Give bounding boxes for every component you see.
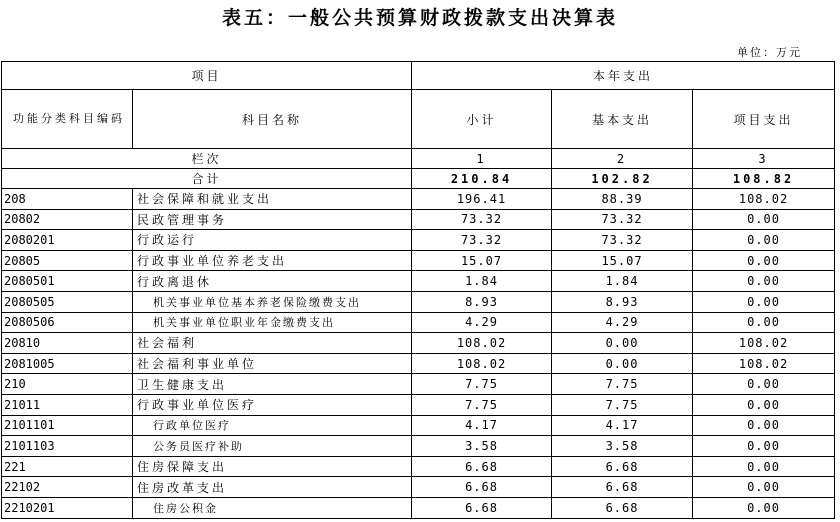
table-row: [2, 394, 835, 415]
row-subtotal: 196.41: [412, 189, 552, 210]
row-code: 2080506: [2, 312, 133, 333]
row-subtotal: 7.75: [412, 394, 552, 415]
row-subtotal: 6.68: [412, 477, 552, 498]
row-name: 住房改革支出: [133, 477, 412, 498]
table-row: [2, 477, 835, 498]
row-basic: 1.84: [552, 271, 693, 292]
row-name: 行政运行: [133, 230, 412, 251]
header-name: 科目名称: [133, 90, 412, 149]
header-item: 项目: [2, 62, 412, 90]
header-code: 功能分类科目编码: [2, 90, 133, 149]
row-code: 21011: [2, 394, 133, 415]
row-project: 0.00: [693, 209, 835, 230]
row-project: 0.00: [693, 436, 835, 457]
row-basic: 0.00: [552, 333, 693, 354]
row-project: 108.02: [693, 353, 835, 374]
row-subtotal: 8.93: [412, 291, 552, 312]
row-project: 0.00: [693, 312, 835, 333]
row-name: 社会保障和就业支出: [133, 189, 412, 210]
row-code: 22102: [2, 477, 133, 498]
row-basic: 4.17: [552, 415, 693, 436]
row-name: 行政事业单位医疗: [133, 394, 412, 415]
row-name: 卫生健康支出: [133, 374, 412, 395]
row-basic: 7.75: [552, 374, 693, 395]
row-code: 2080501: [2, 271, 133, 292]
table-row: [2, 497, 835, 518]
total-project: 108.82: [693, 169, 835, 189]
row-code: 2081005: [2, 353, 133, 374]
row-code: 20802: [2, 209, 133, 230]
row-project: 0.00: [693, 250, 835, 271]
row-project: 108.02: [693, 189, 835, 210]
row-name: 行政单位医疗: [133, 415, 412, 436]
seq-1: 1: [412, 149, 552, 169]
seq-label: 栏次: [2, 149, 412, 169]
row-code: 2101101: [2, 415, 133, 436]
row-subtotal: 4.17: [412, 415, 552, 436]
row-name: 住房公积金: [133, 497, 412, 518]
header-basic: 基本支出: [552, 90, 693, 149]
row-subtotal: 73.32: [412, 230, 552, 251]
table-row: [2, 209, 835, 230]
row-name: 社会福利事业单位: [133, 353, 412, 374]
row-name: 行政事业单位养老支出: [133, 250, 412, 271]
row-basic: 0.00: [552, 353, 693, 374]
row-code: 20805: [2, 250, 133, 271]
row-code: 2210201: [2, 497, 133, 518]
page-title: 表五：一般公共预算财政拨款支出决算表: [221, 7, 618, 29]
row-basic: 6.68: [552, 456, 693, 477]
row-basic: 6.68: [552, 497, 693, 518]
table-row: [2, 415, 835, 436]
table-row: [2, 230, 835, 251]
row-name: 行政离退休: [133, 271, 412, 292]
row-name: 社会福利: [133, 333, 412, 354]
row-project: 0.00: [693, 497, 835, 518]
table-row: [2, 436, 835, 457]
header-subtotal: 小计: [412, 90, 552, 149]
seq-3: 3: [693, 149, 835, 169]
row-basic: 7.75: [552, 394, 693, 415]
row-name: 公务员医疗补助: [133, 436, 412, 457]
row-project: 0.00: [693, 456, 835, 477]
row-name: 民政管理事务: [133, 209, 412, 230]
header-row-2: [2, 90, 835, 149]
row-code: 210: [2, 374, 133, 395]
row-project: 0.00: [693, 415, 835, 436]
row-project: 0.00: [693, 477, 835, 498]
total-basic: 102.82: [552, 169, 693, 189]
total-label: 合计: [2, 169, 412, 189]
table-row: [2, 374, 835, 395]
row-project: 0.00: [693, 291, 835, 312]
row-basic: 73.32: [552, 209, 693, 230]
total-subtotal: 210.84: [412, 169, 552, 189]
header-project: 项目支出: [693, 90, 835, 149]
row-code: 208: [2, 189, 133, 210]
table-row: [2, 291, 835, 312]
row-name: 机关事业单位基本养老保险缴费支出: [133, 291, 412, 312]
row-basic: 15.07: [552, 250, 693, 271]
row-project: 0.00: [693, 374, 835, 395]
row-subtotal: 108.02: [412, 333, 552, 354]
budget-table: [1, 61, 835, 519]
seq-row: [2, 149, 835, 169]
row-project: 0.00: [693, 394, 835, 415]
row-basic: 3.58: [552, 436, 693, 457]
header-row-1: [2, 62, 835, 90]
row-subtotal: 15.07: [412, 250, 552, 271]
row-basic: 8.93: [552, 291, 693, 312]
row-code: 221: [2, 456, 133, 477]
row-subtotal: 108.02: [412, 353, 552, 374]
table-row: [2, 333, 835, 354]
row-subtotal: 6.68: [412, 456, 552, 477]
row-subtotal: 1.84: [412, 271, 552, 292]
unit-label: 单位：万元: [737, 46, 802, 59]
row-project: 0.00: [693, 230, 835, 251]
table-row: [2, 271, 835, 292]
row-code: 2101103: [2, 436, 133, 457]
row-project: 0.00: [693, 271, 835, 292]
row-basic: 4.29: [552, 312, 693, 333]
row-basic: 6.68: [552, 477, 693, 498]
table-row: [2, 189, 835, 210]
row-subtotal: 73.32: [412, 209, 552, 230]
row-subtotal: 3.58: [412, 436, 552, 457]
row-basic: 73.32: [552, 230, 693, 251]
row-subtotal: 7.75: [412, 374, 552, 395]
table-row: [2, 456, 835, 477]
row-code: 2080201: [2, 230, 133, 251]
table-row: [2, 312, 835, 333]
row-code: 20810: [2, 333, 133, 354]
row-name: 住房保障支出: [133, 456, 412, 477]
total-row: [2, 169, 835, 189]
header-current-year: 本年支出: [412, 62, 835, 90]
row-code: 2080505: [2, 291, 133, 312]
row-project: 108.02: [693, 333, 835, 354]
row-name: 机关事业单位职业年金缴费支出: [133, 312, 412, 333]
seq-2: 2: [552, 149, 693, 169]
table-row: [2, 250, 835, 271]
row-subtotal: 4.29: [412, 312, 552, 333]
table-row: [2, 353, 835, 374]
row-basic: 88.39: [552, 189, 693, 210]
row-subtotal: 6.68: [412, 497, 552, 518]
